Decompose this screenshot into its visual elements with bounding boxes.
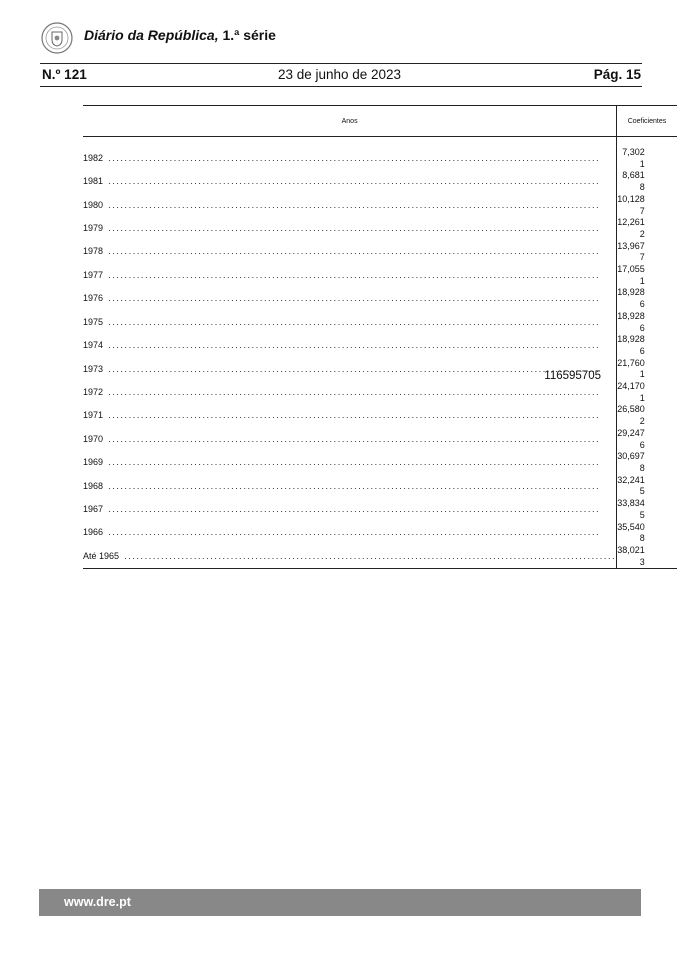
table-row xyxy=(83,545,677,569)
year-cell xyxy=(83,358,617,381)
coefficient-cell: 38,021 3 xyxy=(617,545,677,569)
leader-dots: ........................................................................................................................ xyxy=(120,550,617,561)
table-row xyxy=(83,522,677,545)
coefficient-cell: 17,055 1 xyxy=(617,264,645,286)
leader-dots: ........................................................................................................................ xyxy=(104,316,601,327)
leader-dots: ........................................................................................................................ xyxy=(104,293,601,304)
coefficient-cell: 7,302 1 xyxy=(622,147,645,169)
coefficients-table xyxy=(83,105,677,569)
issue-number: N.º 121 xyxy=(42,67,87,82)
year-cell xyxy=(83,194,617,217)
year-cell xyxy=(83,147,617,170)
year-cell xyxy=(83,522,617,545)
table-row xyxy=(83,264,677,287)
leader-dots: ........................................................................................................................ xyxy=(104,246,601,257)
year-cell xyxy=(83,217,617,240)
year-label: 1982 xyxy=(83,152,104,163)
column-header-years: Anos xyxy=(83,106,617,137)
year-label: 1973 xyxy=(83,363,104,374)
table-row xyxy=(83,311,677,334)
coefficient-cell: 29,247 6 xyxy=(617,427,645,450)
year-cell xyxy=(83,545,617,569)
table-row xyxy=(83,170,677,193)
coefficient-cell: 10,128 7 xyxy=(617,193,645,216)
year-cell xyxy=(83,404,617,427)
coefficient-cell: 12,261 2 xyxy=(617,217,645,239)
year-label: 1974 xyxy=(83,340,104,351)
table-row xyxy=(83,451,677,474)
coefficient-cell: 35,540 8 xyxy=(617,521,645,544)
table-row xyxy=(83,404,677,427)
year-cell xyxy=(83,170,617,193)
year-label: 1976 xyxy=(83,293,104,304)
year-cell xyxy=(83,428,617,451)
year-label: 1981 xyxy=(83,176,104,187)
year-label: 1967 xyxy=(83,503,104,514)
leader-dots: ........................................................................................................................ xyxy=(104,503,601,514)
footer-bar xyxy=(39,889,641,916)
footer-url[interactable]: www.dre.pt xyxy=(64,895,131,909)
table-row xyxy=(83,241,677,264)
table-row xyxy=(83,147,677,170)
table-row xyxy=(83,428,677,451)
year-cell xyxy=(83,475,617,498)
table-row xyxy=(83,217,677,240)
table-row xyxy=(83,475,677,498)
coefficient-cell: 18,928 6 xyxy=(617,334,645,356)
document-number: 116595705 xyxy=(544,370,601,382)
year-cell xyxy=(83,311,617,334)
year-cell xyxy=(83,334,617,357)
leader-dots: ........................................................................................................................ xyxy=(104,480,601,491)
table-row xyxy=(83,498,677,521)
year-label: 1977 xyxy=(83,269,104,280)
coat-of-arms-icon xyxy=(41,22,73,54)
coefficient-cell: 8,681 8 xyxy=(622,170,645,193)
year-cell xyxy=(83,381,617,404)
year-cell xyxy=(83,287,617,310)
year-label: 1972 xyxy=(83,386,104,397)
coefficient-cell: 24,170 1 xyxy=(617,381,645,403)
leader-dots: ........................................................................................................................ xyxy=(104,152,601,163)
coefficient-cell: 26,580 2 xyxy=(617,404,645,427)
leader-dots: ........................................................................................................................ xyxy=(104,410,601,421)
leader-dots: ........................................................................................................................ xyxy=(104,199,601,210)
table-row xyxy=(83,334,677,357)
year-label: 1971 xyxy=(83,410,104,421)
table-row xyxy=(83,287,677,310)
leader-dots: ........................................................................................................................ xyxy=(104,340,601,351)
year-label: 1968 xyxy=(83,480,104,491)
year-cell xyxy=(83,498,617,521)
year-label: 1979 xyxy=(83,223,104,234)
year-label: 1970 xyxy=(83,433,104,444)
leader-dots: ........................................................................................................................ xyxy=(104,386,601,397)
header-rule-top xyxy=(40,63,642,64)
leader-dots: ........................................................................................................................ xyxy=(104,527,601,538)
coefficient-cell: 32,241 5 xyxy=(617,474,645,497)
year-label: Até 1965 xyxy=(83,550,120,561)
leader-dots: ........................................................................................................................ xyxy=(104,176,601,187)
year-cell xyxy=(83,264,617,287)
coefficient-cell: 33,834 5 xyxy=(617,498,645,520)
coefficient-cell: 18,928 6 xyxy=(617,310,645,333)
year-cell xyxy=(83,241,617,264)
year-label: 1969 xyxy=(83,457,104,468)
coefficient-cell: 30,697 8 xyxy=(617,451,645,473)
leader-dots: ........................................................................................................................ xyxy=(104,363,601,374)
leader-dots: ........................................................................................................................ xyxy=(104,269,601,280)
year-label: 1966 xyxy=(83,527,104,538)
year-cell xyxy=(83,451,617,474)
coefficient-cell: 13,967 7 xyxy=(617,240,645,263)
leader-dots: ........................................................................................................................ xyxy=(104,433,601,444)
page-number: Pág. 15 xyxy=(593,67,641,82)
table-spacer-row xyxy=(83,137,677,148)
leader-dots: ........................................................................................................................ xyxy=(104,457,601,468)
year-label: 1975 xyxy=(83,316,104,327)
header-rule-bottom xyxy=(40,86,642,87)
table-row xyxy=(83,194,677,217)
coefficient-cell: 18,928 6 xyxy=(617,287,645,310)
column-header-coefficients: Coeficientes xyxy=(617,106,677,137)
publication-title: Diário da República, 1.ª série xyxy=(84,27,276,43)
coefficient-cell: 21,760 1 xyxy=(617,357,645,380)
issue-date: 23 de junho de 2023 xyxy=(277,67,402,82)
year-label: 1980 xyxy=(83,199,104,210)
leader-dots: ........................................................................................................................ xyxy=(104,223,601,234)
year-label: 1978 xyxy=(83,246,104,257)
table-row xyxy=(83,381,677,404)
